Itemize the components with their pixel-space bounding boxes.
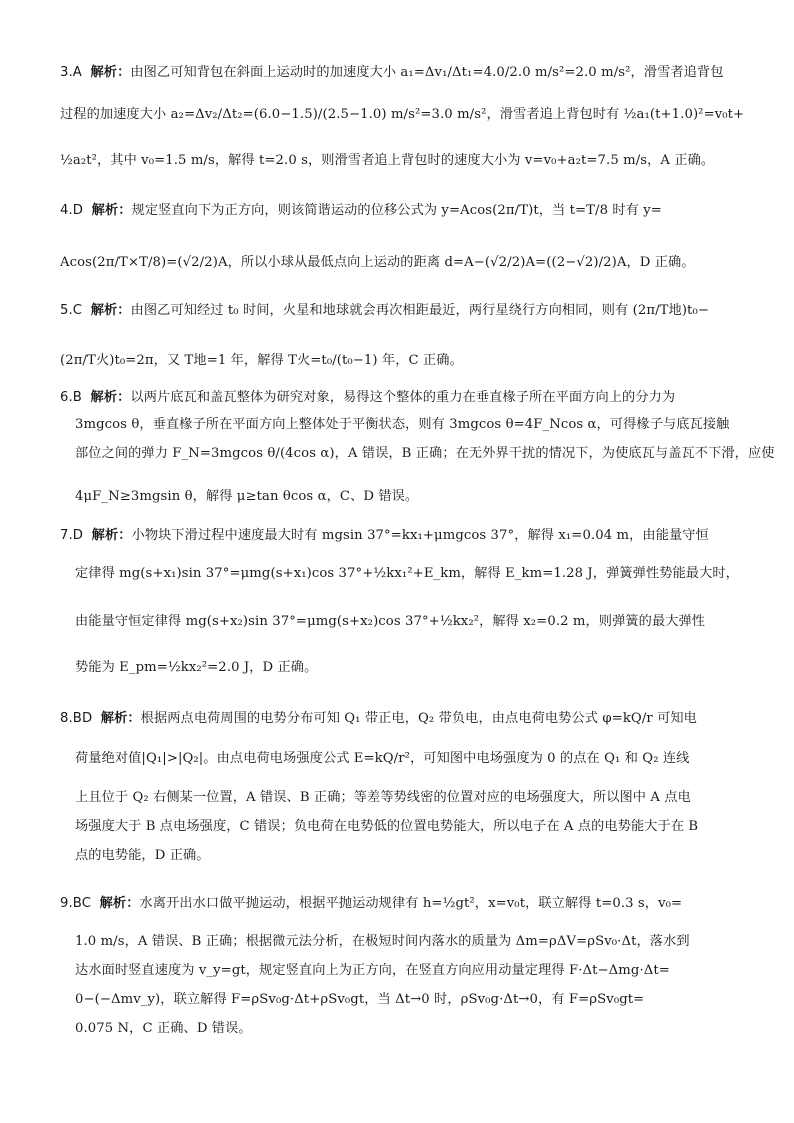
answer-choice: BD — [72, 711, 93, 726]
analysis-tag: 解析： — [91, 528, 132, 543]
question-number: 7. — [60, 528, 73, 543]
solution-text: 由图乙可知经过 t₀ 时间，火星和地球就会再次相距最近，两行星绕行方向相同，则有 (2π/T地)t₀− — [130, 303, 709, 318]
solution-text: 达水面时竖直速度为 v_y=gt，规定竖直向上为正方向，在竖直方向应用动量定理得 F·Δt−Δmg·Δt= — [75, 963, 670, 978]
solution-first-line — [60, 389, 675, 407]
answer-choice: C — [72, 303, 83, 318]
solution-text: 以两片底瓦和盖瓦整体为研究对象，易得这个整体的重力在垂直椽子所在平面方向上的分力为 — [130, 390, 676, 405]
solution-text: 4μF_N≥3mgsin θ，解得 μ≥tan θcos α，C、D 错误。 — [75, 489, 419, 504]
question-number: 9. — [60, 896, 73, 911]
question-number: 8. — [60, 711, 73, 726]
solution-first-line — [60, 895, 682, 913]
solution-text: Acos(2π/T×T/8)=(√2/2)A，所以小球从最低点向上运动的距离 d=A−(√2/2)A=((2−√2)/2)A，D 正确。 — [60, 255, 695, 270]
question-number: 5. — [60, 303, 73, 318]
answer-choice: D — [72, 528, 84, 543]
solution-text: 上且位于 Q₂ 右侧某一位置，A 错误、B 正确；等差等势线密的位置对应的电场强度大，所以图中 A 点电 — [75, 790, 691, 805]
answer-choice: B — [72, 390, 82, 405]
solution-first-line — [60, 64, 724, 82]
solution-text: 1.0 m/s，A 错误、B 正确；根据微元法分析，在极短时间内落水的质量为 Δm=ρΔV=ρSv₀·Δt，落水到 — [75, 934, 690, 949]
analysis-tag: 解析： — [100, 711, 141, 726]
solution-text: 水离开出水口做平抛运动，根据平抛运动规律有 h=½gt²，x=v₀t，联立解得 t=0.3 s，v₀= — [139, 896, 683, 911]
solution-text: 点的电势能，D 正确。 — [75, 848, 210, 863]
question-number: 4. — [60, 203, 73, 218]
solution-text: 部位之间的弹力 F_N=3mgcos θ/(4cos α)，A 错误，B 正确；在无外界干扰的情况下，为使底瓦与盖瓦不下滑，应使 — [75, 446, 775, 461]
solution-first-line — [60, 202, 662, 220]
solution-first-line — [60, 302, 709, 320]
answer-choice: BC — [72, 896, 92, 911]
solution-text: 0.075 N，C 正确、D 错误。 — [75, 1021, 252, 1036]
question-number: 6. — [60, 390, 73, 405]
analysis-tag: 解析： — [90, 65, 131, 80]
solution-text: 由图乙可知背包在斜面上运动时的加速度大小 a₁=Δv₁/Δt₁=4.0/2.0 m/s²=2.0 m/s²，滑雪者追背包 — [130, 65, 724, 80]
analysis-tag: 解析： — [90, 303, 131, 318]
solution-text: 定律得 mg(s+x₁)sin 37°=μmg(s+x₁)cos 37°+½kx₁²+E_km，解得 E_km=1.28 J，弹簧弹性势能最大时， — [75, 566, 739, 581]
answer-choice: D — [72, 203, 84, 218]
solution-text: ½a₂t²，其中 v₀=1.5 m/s，解得 t=2.0 s，则滑雪者追上背包时的速度大小为 v=v₀+a₂t=7.5 m/s，A 正确。 — [60, 153, 715, 168]
solution-text: 场强度大于 B 点电场强度，C 错误；负电荷在电势低的位置电势能大，所以电子在 A 点的电势能大于在 B — [75, 819, 699, 834]
solution-text: 规定竖直向下为正方向，则该简谐运动的位移公式为 y=Acos(2π/T)t，当 t=T/8 时有 y= — [131, 203, 662, 218]
solution-text: 由能量守恒定律得 mg(s+x₂)sin 37°=μmg(s+x₂)cos 37°+½kx₂²，解得 x₂=0.2 m，则弹簧的最大弹性 — [75, 614, 706, 629]
solution-text: 3mgcos θ，垂直椽子所在平面方向上整体处于平衡状态，则有 3mgcos θ=4F_Ncos α，可得椽子与底瓦接触 — [75, 417, 730, 432]
solution-first-line — [60, 710, 697, 728]
solution-text: (2π/T火)t₀=2π，又 T地=1 年，解得 T火=t₀/(t₀−1) 年，C 正确。 — [60, 353, 463, 368]
solution-text: 过程的加速度大小 a₂=Δv₂/Δt₂=(6.0−1.5)/(2.5−1.0) m/s²=3.0 m/s²，滑雪者追上背包时有 ½a₁(t+1.0)²=v₀t+ — [60, 107, 745, 122]
solution-first-line — [60, 527, 709, 545]
analysis-tag: 解析： — [90, 390, 131, 405]
answer-choice: A — [72, 65, 82, 80]
question-number: 3. — [60, 65, 73, 80]
solution-text: 势能为 E_pm=½kx₂²=2.0 J，D 正确。 — [75, 660, 318, 675]
solution-text: 根据两点电荷周围的电势分布可知 Q₁ 带正电，Q₂ 带负电，由点电荷电势公式 φ=kQ/r 可知电 — [140, 711, 697, 726]
analysis-tag: 解析： — [91, 203, 132, 218]
solution-text: 荷量绝对值|Q₁|>|Q₂|。由点电荷电场强度公式 E=kQ/r²，可知图中电场强度为 0 的点在 Q₁ 和 Q₂ 连线 — [75, 751, 690, 766]
analysis-tag: 解析： — [99, 896, 140, 911]
solution-text: 小物块下滑过程中速度最大时有 mgsin 37°=kx₁+μmgcos 37°，解得 x₁=0.04 m，由能量守恒 — [131, 528, 709, 543]
solution-text: 0−(−Δmv_y)，联立解得 F=ρSv₀g·Δt+ρSv₀gt，当 Δt→0 时，ρSv₀g·Δt→0，有 F=ρSv₀gt= — [75, 992, 645, 1007]
